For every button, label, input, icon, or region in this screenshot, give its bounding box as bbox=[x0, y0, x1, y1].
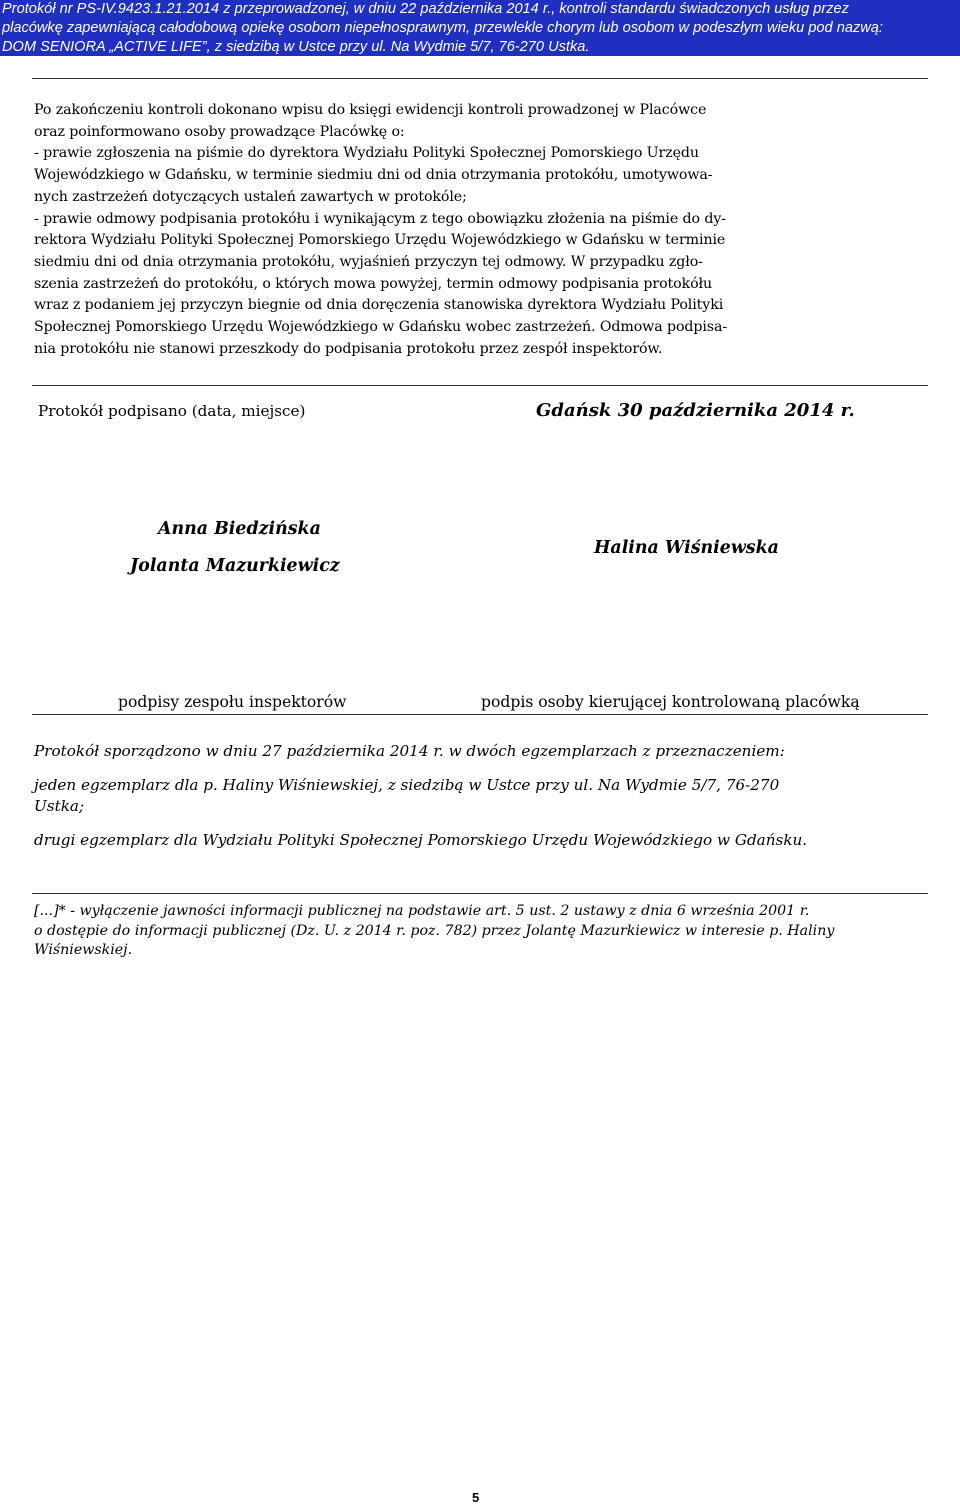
caption-rule bbox=[32, 714, 928, 715]
copy-two-line: drugi egzemplarz dla Wydziału Polityki Społecznej Pomorskiego Urzędu Wojewódzkiego w Gdańsku. bbox=[34, 831, 808, 849]
director-signature: Halina Wiśniewska bbox=[594, 538, 779, 558]
director-signature-caption: podpis osoby kierującej kontrolowaną placówką bbox=[481, 693, 860, 711]
signed-rule bbox=[32, 385, 928, 386]
inspector-signature-1: Anna Biedzińska bbox=[158, 519, 321, 539]
body-line: siedmiu dni od dnia otrzymania protokółu, wyjaśnień przyczyn tej odmowy. W przypadku zgło- bbox=[34, 253, 703, 270]
header-line-2: placówkę zapewniającą całodobową opiekę osobom niepełnosprawnym, przewlekle chorym lub osobom w podeszłym wieku pod nazwą: bbox=[2, 20, 883, 36]
footnote-rule bbox=[32, 893, 928, 894]
body-line: szenia zastrzeżeń do protokółu, o których mowa powyżej, termin odmowy podpisania protokółu bbox=[34, 275, 713, 292]
copy-one-line-b: Ustka; bbox=[34, 797, 85, 815]
inspector-signature-2: Jolanta Mazurkiewicz bbox=[130, 556, 340, 576]
body-line: wraz z podaniem jej przyczyn biegnie od dnia doręczenia stanowiska dyrektora Wydziału Polityki bbox=[34, 297, 724, 314]
body-line: Społecznej Pomorskiego Urzędu Wojewódzkiego w Gdańsku wobec zastrzeżeń. Odmowa podpisa- bbox=[34, 319, 728, 336]
header-line-3: DOM SENIORA „ACTIVE LIFE”, z siedzibą w Ustce przy ul. Na Wydmie 5/7, 76-270 Ustka. bbox=[2, 39, 590, 55]
signed-date-place: Gdańsk 30 października 2014 r. bbox=[536, 400, 855, 421]
body-line: nych zastrzeżeń dotyczących ustaleń zawartych w protokóle; bbox=[34, 188, 467, 205]
body-line: Po zakończeniu kontroli dokonano wpisu do księgi ewidencji kontroli prowadzonej w Placówce bbox=[34, 102, 707, 118]
page-number: 5 bbox=[472, 1490, 480, 1505]
footnote-line: o dostępie do informacji publicznej (Dz. U. z 2014 r. poz. 782) przez Jolantę Mazurkiewicz w interesie p. Haliny bbox=[34, 922, 835, 939]
body-line: rektora Wydziału Polityki Społecznej Pomorskiego Urzędu Wojewódzkiego w Gdańsku w terminie bbox=[34, 232, 726, 249]
body-line: - prawie zgłoszenia na piśmie do dyrektora Wydziału Polityki Społecznej Pomorskiego Urzędu bbox=[34, 145, 699, 162]
inspectors-signature-caption: podpisy zespołu inspektorów bbox=[118, 693, 347, 711]
header-line-1: Protokół nr PS-IV.9423.1.21.2014 z przeprowadzonej, w dniu 22 października 2014 r., kontroli standardu świadczonych usług przez bbox=[2, 1, 849, 17]
drawn-up-statement: Protokół sporządzono w dniu 27 października 2014 r. w dwóch egzemplarzach z przeznaczeniem: bbox=[34, 742, 785, 760]
body-line: - prawie odmowy podpisania protokółu i wynikającym z tego obowiązku złożenia na piśmie do dy- bbox=[34, 210, 726, 227]
body-line: nia protokółu nie stanowi przeszkody do podpisania protokołu przez zespół inspektorów. bbox=[34, 340, 663, 357]
copy-one-line-a: jeden egzemplarz dla p. Haliny Wiśniewskiej, z siedzibą w Ustce przy ul. Na Wydmie 5/7, 76-270 bbox=[34, 776, 780, 794]
footnote-line: [...]* - wyłączenie jawności informacji publicznej na podstawie art. 5 ust. 2 ustawy z dnia 6 września 2001 r. bbox=[34, 903, 810, 919]
footnote bbox=[34, 902, 926, 961]
body-line: Wojewódzkiego w Gdańsku, w terminie siedmiu dni od dnia otrzymania protokółu, umotywowa- bbox=[34, 167, 713, 184]
body-text bbox=[34, 100, 926, 360]
top-rule bbox=[32, 78, 928, 79]
document-header bbox=[0, 0, 960, 56]
footnote-line: Wiśniewskiej. bbox=[34, 942, 133, 958]
body-line: oraz poinformowano osoby prowadzące Placówkę o: bbox=[34, 123, 405, 140]
signed-label: Protokół podpisano (data, miejsce) bbox=[38, 402, 306, 420]
